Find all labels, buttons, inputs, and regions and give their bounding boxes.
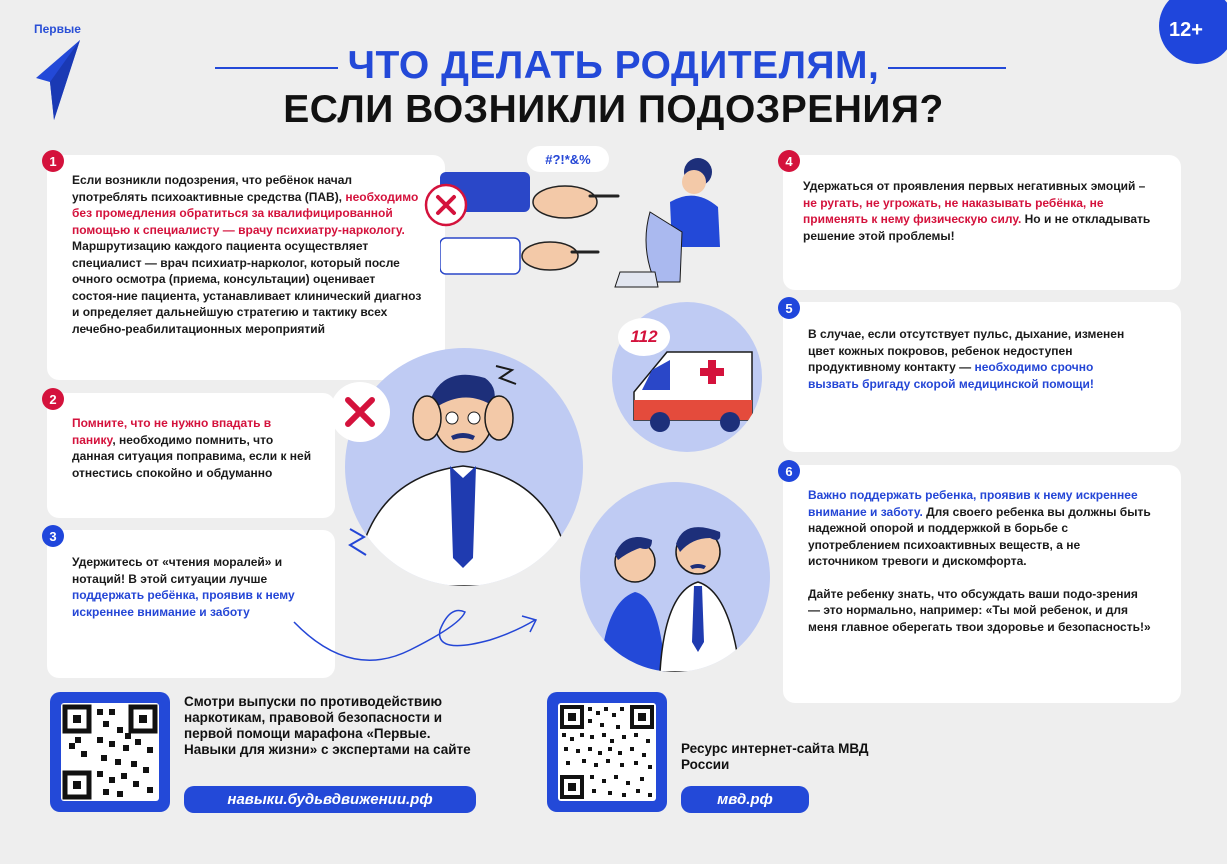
- step-5-text-a: В случае, если отсутствует пульс, дыхание, изменен цвет кожных покровов, ребенок недоступен продуктивному контакту —: [808, 327, 1125, 374]
- qr-pattern-left: [61, 703, 159, 801]
- emergency-number-badge: [618, 318, 670, 356]
- father-son-icon: [580, 482, 770, 672]
- step-4-text-c: Но и не откладывать решение этой проблемы!: [803, 212, 1151, 243]
- step-number-6: 6: [778, 460, 800, 482]
- stress-lines-icon: [492, 362, 520, 392]
- qr-code-left[interactable]: [50, 692, 170, 812]
- page-title-line2: ЕСЛИ ВОЗНИКЛИ ПОДОЗРЕНИЯ?: [283, 88, 944, 131]
- step-number-5: 5: [778, 297, 800, 319]
- step-card-1: [47, 155, 445, 380]
- step-card-6: [783, 465, 1181, 703]
- age-rating-badge: 12+: [1159, 0, 1227, 64]
- step-2-text-b: , необходимо помнить, что данная ситуация поправима, если к ней отнестись спокойно и обдуманно: [72, 432, 312, 480]
- step-4-text-highlight: не ругать, не угрожать, не наказывать ребёнка, не применять к нему физическую силу.: [803, 195, 1104, 226]
- step-1-text-highlight: необходимо без промедления обратиться за квалифицированной помощью к специалисту — врачу психиатру-наркологу.: [72, 189, 419, 237]
- step-6-text-2: Дайте ребенку знать, что обсуждать ваши подо-зрения — это нормально, например: «Ты мой ребенок, и для меня главное оберегать твои здоровье и безопасность!»: [808, 586, 1151, 634]
- step-1-text: [72, 172, 423, 337]
- step-3-text-highlight: поддержать ребёнка, проявив к нему искреннее внимание и заботу: [72, 588, 295, 619]
- sitting-teen-icon: [610, 152, 730, 292]
- step-6-text-highlight: Важно поддержать ребенка, проявив к нему искреннее внимание и заботу.: [808, 488, 1138, 519]
- step-4-text-a: Удержаться от проявления первых негативных эмоций –: [803, 179, 1146, 193]
- step-card-5: [783, 302, 1181, 452]
- brand-logo: [34, 22, 81, 36]
- brand-label: Первые: [34, 22, 81, 36]
- footer-right-text: Ресурс интернет-сайта МВД России: [681, 741, 869, 772]
- step-card-2: [47, 393, 335, 518]
- qr-code-icon: [558, 703, 656, 801]
- step-number-4: 4: [778, 150, 800, 172]
- step-4-text: [803, 178, 1151, 244]
- qr-pattern-right: [558, 703, 656, 801]
- speech-bubble: [527, 146, 609, 172]
- step-number-3: 3: [42, 525, 64, 547]
- step-number-1: 1: [42, 150, 64, 172]
- step-1-text-a: Если возникли подозрения, что ребёнок начал употреблять психоактивные средства (ПАВ),: [72, 173, 353, 204]
- step-6-text-1: [808, 487, 1151, 570]
- step-2-text-highlight: Помните, что не нужно впадать в панику: [72, 416, 272, 447]
- father-son-illustration: [580, 482, 770, 672]
- footer-right-link[interactable]: мвд.рф: [681, 786, 809, 813]
- page-title-line1: ЧТО ДЕЛАТЬ РОДИТЕЛЯМ,: [347, 44, 880, 87]
- speech-bubble-text: #?!*&%: [545, 151, 591, 167]
- emergency-number: 112: [630, 327, 658, 346]
- qr-code-right[interactable]: [547, 692, 667, 812]
- step-3-text-a: Удержитесь от «чтения моралей» и нотаций! В этой ситуации лучше: [72, 555, 283, 586]
- step-6-text-b: Для своего ребенка вы должны быть надежной опорой и поддержкой в борьбе с употреблением психоактивных веществ, а не источником тревоги и дискомфорта.: [808, 504, 1151, 568]
- footer-left-link[interactable]: навыки.будьвдвижении.рф: [184, 786, 476, 813]
- cross-icon: [328, 380, 392, 444]
- curvy-arrow-icon: [290, 600, 540, 675]
- cross-icon: [424, 183, 468, 227]
- qr-code-icon: [61, 703, 159, 801]
- stress-lines-icon: [344, 525, 374, 565]
- step-3-text: [72, 554, 295, 620]
- step-2-text: [72, 415, 313, 481]
- step-1-text-c: Маршрутизацию каждого пациента осуществляет специалист — врач психиатр-нарколог, который после очного осмотра (приема, консультации) оценивает состоя-ние пациента, устанавливает клинический диагноз и определяет дальнейшую стратегию и тактику всех лечебно-реабилитационных мероприятий: [72, 239, 422, 336]
- step-card-4: [783, 155, 1181, 290]
- step-number-2: 2: [42, 388, 64, 410]
- step-5-text: [808, 326, 1131, 392]
- footer-left-text: Смотри выпуски по противодействию наркотикам, правовой безопасности и первой помощи марафона «Первые. Навыки для жизни» с экспертами на сайте: [184, 694, 471, 757]
- step-5-text-highlight: необходимо срочно вызвать бригаду скорой медицинской помощи!: [808, 360, 1094, 391]
